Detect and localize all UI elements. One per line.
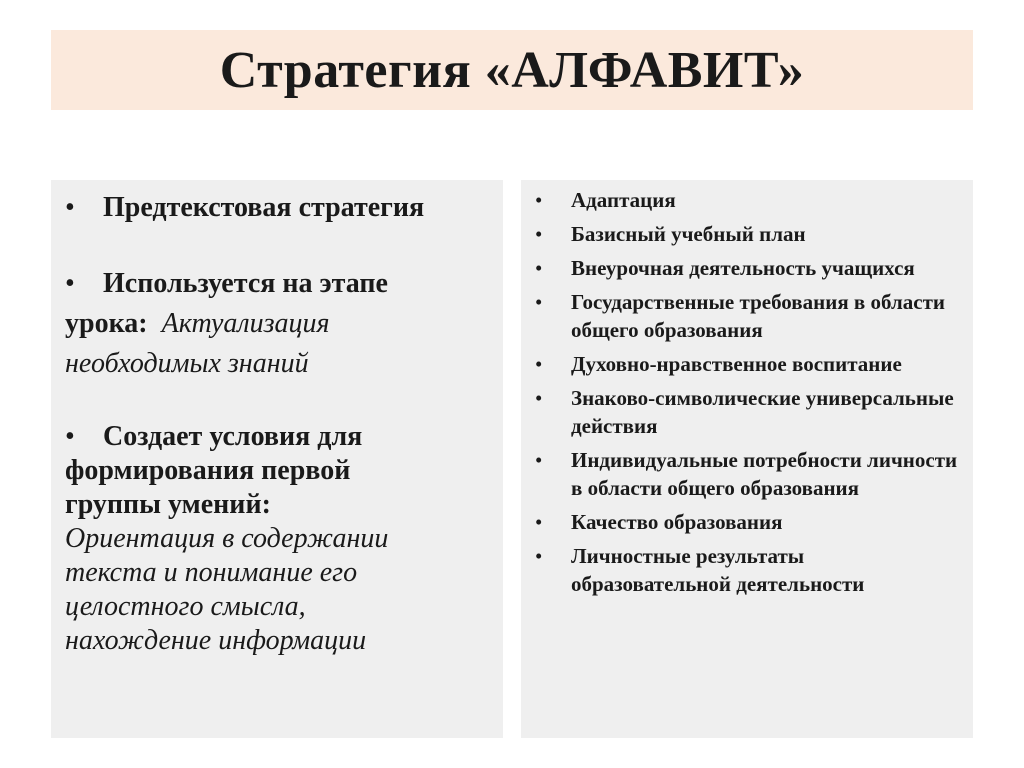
left-item-1-text: Предтекстовая стратегия (103, 192, 425, 223)
list-item-text: Базисный учебный план (571, 222, 806, 246)
left-item-3-bold-c: группы умений: (65, 489, 271, 520)
left-item-3-italic-c: целостного смысла, (65, 591, 306, 622)
list-item-text: Духовно-нравственное воспитание (571, 352, 902, 376)
list-item-text: Качество образования (571, 510, 783, 534)
list-item (535, 288, 963, 344)
left-item-2-bold-b: урока: (65, 308, 148, 339)
list-item (535, 384, 963, 440)
list-item-text: Внеурочная деятельность учащихся (571, 256, 915, 280)
left-item-2-bold-a: Используется на этапе (103, 268, 388, 299)
left-panel (51, 180, 503, 738)
list-item (535, 186, 963, 214)
bullet: • (535, 448, 543, 472)
left-item-1 (65, 188, 489, 228)
left-item-3-italic-a: Ориентация в содержании (65, 523, 389, 554)
left-item-3-italic-d: нахождение информации (65, 625, 367, 656)
left-item-3 (65, 420, 489, 658)
bullet: • (65, 421, 75, 452)
left-item-3-bold-a: Создает условия для (103, 421, 363, 452)
right-list (535, 186, 963, 598)
title-bar (51, 30, 973, 110)
list-item (535, 446, 963, 502)
bullet: • (535, 188, 543, 212)
list-item-text: Индивидуальные потребности личности в области общего образования (571, 448, 958, 500)
bullet: • (65, 192, 75, 223)
slide-title: Стратегия «АЛФАВИТ» (219, 41, 805, 99)
list-item-text: Знаково-символические универсальные действия (571, 386, 954, 438)
bullet: • (535, 352, 543, 376)
list-item-text: Государственные требования в области общего образования (571, 290, 946, 342)
bullet: • (535, 510, 543, 534)
bullet: • (65, 268, 75, 299)
bullet: • (535, 544, 543, 568)
list-item (535, 542, 963, 598)
left-item-2-italic-a: Актуализация (161, 308, 330, 339)
list-item (535, 350, 963, 378)
left-item-3-bold-b: формирования первой (65, 455, 351, 486)
bullet: • (535, 256, 543, 280)
bullet: • (535, 386, 543, 410)
list-item-text: Адаптация (571, 188, 676, 212)
bullet: • (535, 290, 543, 314)
list-item (535, 508, 963, 536)
list-item-text: Личностные результаты образовательной деятельности (571, 544, 865, 596)
left-item-3-italic-b: текста и понимание его (65, 557, 358, 588)
left-item-2 (65, 264, 489, 384)
list-item (535, 220, 963, 248)
list-item (535, 254, 963, 282)
right-panel (521, 180, 973, 738)
left-item-2-italic-b: необходимых знаний (65, 348, 309, 379)
bullet: • (535, 222, 543, 246)
